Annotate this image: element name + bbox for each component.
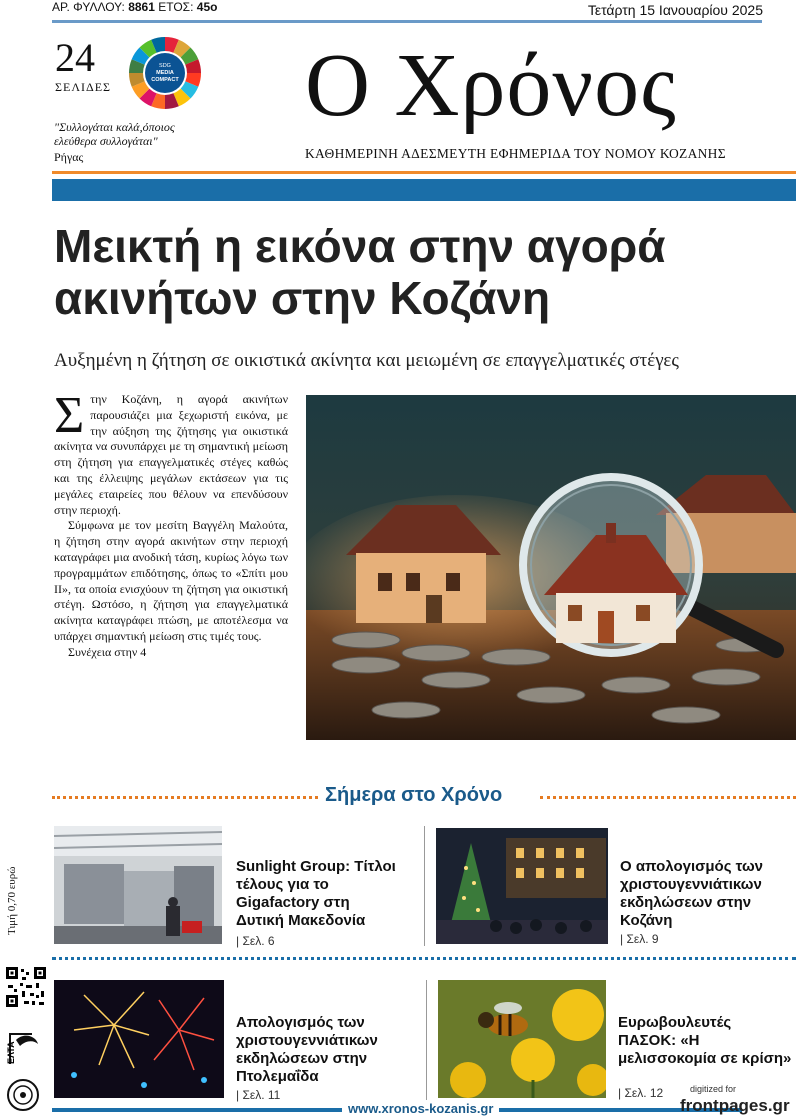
divider-vertical-1 — [424, 826, 425, 946]
masthead-quote: "Συλλογάται καλά,όποιος ελεύθερα συλλογάται" — [54, 120, 175, 148]
divider-vertical-2 — [426, 980, 427, 1100]
orange-rule — [52, 171, 796, 174]
article-continued[interactable]: Συνέχεια στην 4 — [68, 644, 147, 659]
story-3-photo-fireworks — [54, 980, 224, 1098]
lead-article — [54, 387, 288, 661]
today-dots-left — [52, 796, 318, 799]
story-2-page: | Σελ. 9 — [620, 932, 659, 946]
divider-horizontal — [52, 957, 796, 960]
today-dots-right — [540, 796, 796, 799]
story-2-title[interactable]: Ο απολογισμός των χριστουγεννιάτικων εκδηλώσεων στην Κοζάνη — [620, 858, 763, 929]
article-paragraph-1 — [54, 387, 288, 518]
story-3-page: | Σελ. 11 — [236, 1088, 281, 1102]
qr-code-icon[interactable] — [6, 967, 46, 1007]
website-link[interactable]: www.xronos-kozanis.gr — [342, 1101, 499, 1116]
sdg-text-1: SDG — [159, 63, 171, 69]
story-1-title[interactable]: Sunlight Group: Τίτλοι τέλους για το Gigafactory στη Δυτική Μακεδονία — [236, 858, 396, 929]
elta-text: ΕΛΤΑ — [6, 1041, 16, 1064]
issue-info — [52, 0, 217, 14]
issue-prefix: ΑΡ. ΦΥΛΛΟΥ: — [52, 0, 125, 14]
story-1-page: | Σελ. 6 — [236, 934, 275, 948]
pages-label: ΣΕΛΙΔΕΣ — [55, 80, 112, 94]
digitized-for-label: digitized for — [690, 1084, 737, 1094]
drop-cap: Σ — [54, 387, 85, 444]
year-number: 45ο — [196, 0, 218, 14]
lead-photo-houses-magnifier — [306, 395, 796, 740]
sdg-text-3: COMPACT — [151, 77, 179, 83]
registration-seal-icon — [6, 1078, 40, 1112]
year-prefix: ΕΤΟΣ: — [158, 0, 194, 14]
lead-subheadline: Αυξημένη η ζήτηση σε οικιστικά ακίνητα και μειωμένη σε επαγγελματικές στέγες — [54, 350, 679, 371]
elta-logo — [6, 1028, 42, 1068]
issue-date: Τετάρτη 15 Ιανουαρίου 2025 — [587, 2, 763, 18]
article-paragraph-2: Σύμφωνα με τον μεσίτη Βαγγέλη Μαλούτα, η ζήτηση στην αγορά ακινήτων στην περιοχή καταγράφει μια ανοδική τάση, κυρίως λόγω των προγραμμάτων επιδότησης, όπως το «Σπίτι μου ΙΙ», τα οποία ενισχύουν τη ζήτηση για οικιστική στέγη. Ωστόσο, η ζήτηση για επαγγελματικά ακίνητα καταγράφει πτώση, με αποτέλεσμα να υπάρχει σημαντική μείωση στις τιμές τους. — [54, 518, 288, 643]
sdg-text-2: MEDIA — [156, 70, 174, 76]
story-4-photo-bee — [438, 980, 606, 1098]
top-rule — [52, 20, 762, 23]
newspaper-tagline: ΚΑΘΗΜΕΡΙΝΗ ΑΔΕΣΜΕΥΤΗ ΕΦΗΜΕΡΙΔΑ ΤΟΥ ΝΟΜΟΥ ΚΟΖΑΝΗΣ — [305, 146, 726, 161]
frontpages-watermark[interactable]: frontpages.gr — [680, 1096, 790, 1115]
story-3-title[interactable]: Απολογισμός των χριστουγεννιάτικων εκδηλώσεων στην Πτολεμαΐδα — [236, 1014, 378, 1085]
sdg-media-compact-logo — [128, 36, 202, 110]
article-paragraph-1-text: την Κοζάνη, η αγορά ακινήτων παρουσιάζει μια ξεχωριστή εικόνα, με την αύξηση της ζήτησης για οικιστικά ακίνητα να συνυπάρχει με τη σημαντική μείωση στη ζήτηση για επαγγελματικές στέγες καθώς και της έλλειψης μεγάλων εκτάσεων για τις μεγάλες εταιρείες που θέλουν να επενδύσουν στην περιοχή. — [54, 392, 288, 517]
today-section-title: Σήμερα στο Χρόνο — [325, 784, 503, 806]
price-label: Τιμή 0,70 ευρώ — [6, 866, 18, 935]
story-4-title[interactable]: Ευρωβουλευτές ΠΑΣΟΚ: «Η μελισσοκομία σε κρίση» — [618, 1014, 792, 1067]
blue-band — [52, 179, 796, 201]
pages-count: 24 — [55, 35, 95, 80]
story-1-photo-factory — [54, 826, 222, 944]
issue-number: 8861 — [128, 0, 155, 14]
story-2-photo-christmas-square — [436, 828, 608, 944]
story-4-page: | Σελ. 12 — [618, 1086, 664, 1100]
newspaper-title: Ο Χρόνος — [305, 36, 677, 135]
quote-author: Ρήγας — [54, 150, 84, 164]
lead-headline[interactable]: Μεικτή η εικόνα στην αγορά ακινήτων στην Κοζάνη — [54, 220, 666, 324]
